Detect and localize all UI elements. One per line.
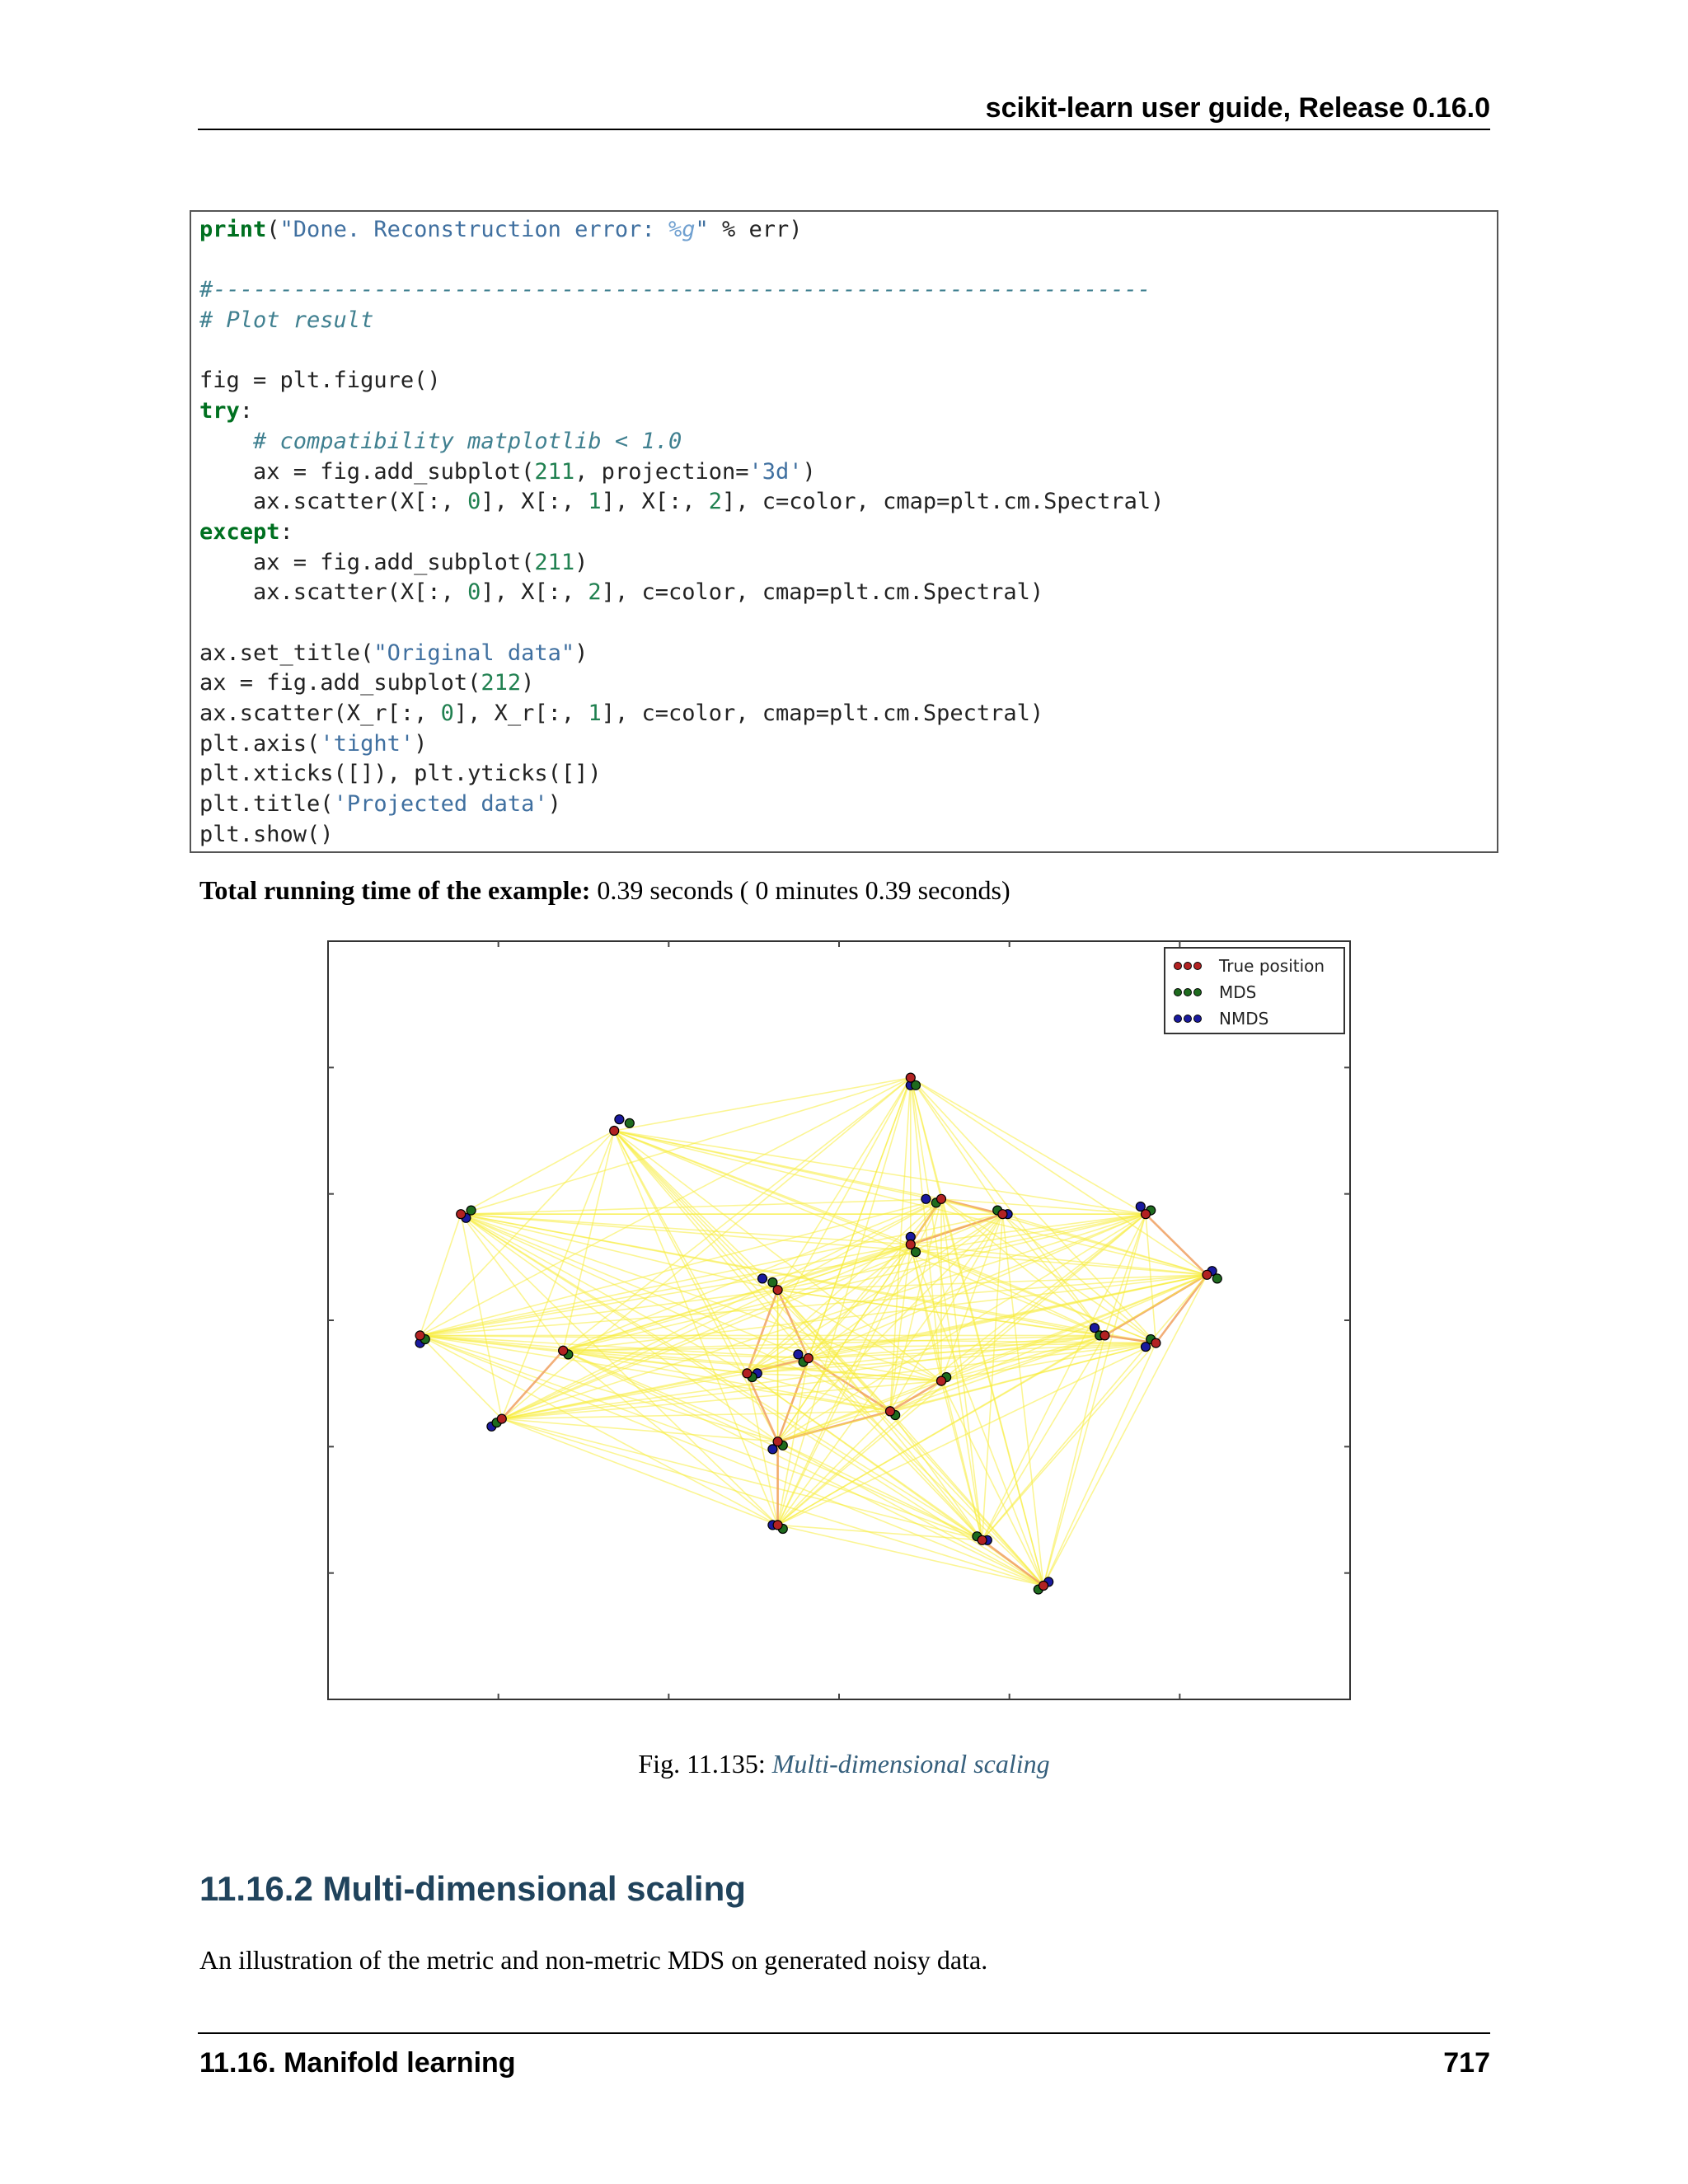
chart-legend	[1165, 948, 1344, 1033]
section-heading: 11.16.2 Multi-dimensional scaling	[199, 1869, 746, 1908]
point-true	[886, 1407, 895, 1416]
code-token: )	[802, 458, 816, 485]
legend-label: MDS	[1219, 982, 1257, 1002]
code-token: ], X[:,	[481, 489, 588, 515]
code-line	[199, 820, 1489, 851]
mds-figure	[326, 940, 1367, 1714]
code-token: 211	[534, 549, 575, 575]
point-true	[1203, 1270, 1212, 1279]
point-mds	[625, 1118, 634, 1127]
point-true	[1039, 1582, 1048, 1591]
point-true	[937, 1376, 946, 1385]
legend-marker-true	[1184, 963, 1192, 970]
code-line	[199, 457, 1489, 488]
runtime-value: 0.39 seconds ( 0 minutes 0.39 seconds)	[597, 875, 1010, 905]
caption-link[interactable]: Multi-dimensional scaling	[771, 1749, 1050, 1779]
code-line	[199, 578, 1489, 608]
code-token: )	[574, 640, 588, 666]
code-token: try	[199, 398, 240, 424]
code-token: ], X[:,	[601, 489, 709, 515]
code-token: 'tight'	[320, 730, 415, 757]
legend-marker-true	[1175, 963, 1182, 970]
code-line	[199, 759, 1489, 790]
point-nmds	[615, 1115, 624, 1124]
runtime-label: Total running time of the example:	[199, 875, 591, 905]
point-mds	[1212, 1274, 1221, 1283]
header-rule	[198, 129, 1490, 130]
code-token: 'Projected data'	[333, 791, 548, 818]
code-token: plt.show()	[199, 821, 334, 847]
point-nmds	[758, 1274, 767, 1283]
code-line	[199, 215, 1489, 246]
code-token: # compatibility matplotlib < 1.0	[253, 428, 682, 454]
code-token: #----------------------------------------------------------------------	[199, 277, 1151, 303]
point-true	[937, 1194, 946, 1203]
code-token: "Done. Reconstruction error:	[279, 217, 668, 242]
code-token: ax.scatter(X_r[:,	[199, 701, 441, 726]
code-token: # Plot result	[199, 307, 374, 334]
code-token: fig = plt.figure()	[199, 368, 441, 394]
code-token: )	[521, 670, 535, 696]
code-token: ax.scatter(X[:,	[199, 579, 468, 606]
code-token: '3d'	[748, 458, 803, 485]
code-token: 0	[467, 489, 481, 515]
code-line	[199, 427, 1489, 457]
code-token: , projection=	[574, 458, 749, 485]
code-line	[199, 699, 1489, 729]
code-token: "Original data"	[373, 640, 575, 666]
footer-section-title: 11.16. Manifold learning	[199, 2047, 516, 2079]
code-token: 212	[481, 670, 522, 696]
point-true	[1151, 1338, 1160, 1347]
point-true	[773, 1521, 782, 1530]
code-line	[199, 336, 1489, 367]
runtime-note	[199, 875, 1010, 906]
code-token: ax.set_title(	[199, 640, 374, 666]
point-nmds	[921, 1194, 931, 1203]
point-true	[1142, 1210, 1151, 1219]
page-header-title: scikit-learn user guide, Release 0.16.0	[985, 92, 1490, 124]
footer-page-number: 717	[1443, 2047, 1490, 2079]
code-line	[199, 668, 1489, 699]
code-line	[199, 306, 1489, 336]
code-line	[199, 518, 1489, 548]
code-token: "	[695, 217, 709, 242]
code-token: 0	[440, 701, 454, 726]
code-line	[199, 790, 1489, 820]
figure-caption	[0, 1749, 1688, 1779]
code-block	[190, 210, 1498, 853]
code-line	[199, 729, 1489, 760]
code-line	[199, 246, 1489, 276]
code-token: print	[199, 217, 267, 242]
point-mds	[467, 1206, 476, 1215]
code-token: % err)	[708, 217, 803, 242]
mds-scatter-chart	[326, 940, 1367, 1714]
code-token: plt.xticks([]), plt.yticks([])	[199, 761, 602, 787]
point-true	[743, 1369, 752, 1378]
legend-marker-true	[1194, 963, 1202, 970]
code-token: ], X[:,	[481, 579, 588, 606]
legend-marker-nmds	[1184, 1015, 1192, 1023]
code-token: ], c=color, cmap=plt.cm.Spectral)	[601, 579, 1044, 606]
code-token: %g	[668, 217, 696, 242]
code-token	[199, 429, 253, 454]
code-token: plt.title(	[199, 791, 334, 818]
legend-label: True position	[1219, 956, 1325, 976]
code-line	[199, 548, 1489, 579]
point-true	[1100, 1331, 1109, 1340]
code-line	[199, 608, 1489, 639]
code-token: 0	[467, 579, 481, 606]
code-token: ], X_r[:,	[453, 701, 588, 726]
legend-marker-nmds	[1175, 1015, 1182, 1023]
point-true	[559, 1346, 568, 1355]
legend-marker-mds	[1184, 989, 1192, 996]
code-token: ], c=color, cmap=plt.cm.Spectral)	[601, 701, 1044, 726]
point-true	[978, 1535, 987, 1544]
footer-rule	[198, 2032, 1490, 2034]
code-line	[199, 366, 1489, 396]
section-body-text: An illustration of the metric and non-metric MDS on generated noisy data.	[199, 1945, 988, 1975]
code-token: )	[574, 549, 588, 575]
legend-marker-mds	[1194, 989, 1202, 996]
point-true	[457, 1210, 466, 1219]
point-true	[998, 1210, 1007, 1219]
code-token: 2	[708, 489, 722, 515]
code-token: ax = fig.add_subplot(	[199, 458, 535, 485]
code-token: :	[279, 518, 293, 545]
point-true	[610, 1127, 619, 1136]
code-token: except	[199, 518, 280, 545]
legend-label: NMDS	[1219, 1009, 1269, 1029]
code-token: )	[414, 730, 428, 757]
code-token: plt.axis(	[199, 730, 321, 757]
code-line	[199, 396, 1489, 427]
point-true	[773, 1437, 782, 1446]
code-token: 211	[534, 458, 575, 485]
point-true	[906, 1240, 915, 1249]
point-true	[804, 1354, 813, 1363]
point-true	[497, 1414, 506, 1423]
code-token: :	[239, 398, 254, 424]
legend-marker-nmds	[1194, 1015, 1202, 1023]
code-token: (	[266, 217, 280, 242]
code-token: ], c=color, cmap=plt.cm.Spectral)	[722, 489, 1165, 515]
code-token: ax = fig.add_subplot(	[199, 549, 535, 575]
code-token: 2	[588, 579, 602, 606]
code-line	[199, 487, 1489, 518]
code-token: ax = fig.add_subplot(	[199, 670, 481, 696]
point-true	[415, 1331, 424, 1340]
code-token: 1	[588, 701, 602, 726]
code-token: )	[547, 791, 561, 818]
point-true	[906, 1073, 915, 1082]
code-line	[199, 275, 1489, 306]
code-line	[199, 639, 1489, 669]
code-token: 1	[588, 489, 602, 515]
legend-marker-mds	[1175, 989, 1182, 996]
caption-prefix: Fig. 11.135:	[638, 1749, 766, 1779]
point-true	[773, 1286, 782, 1295]
code-token: ax.scatter(X[:,	[199, 489, 468, 515]
